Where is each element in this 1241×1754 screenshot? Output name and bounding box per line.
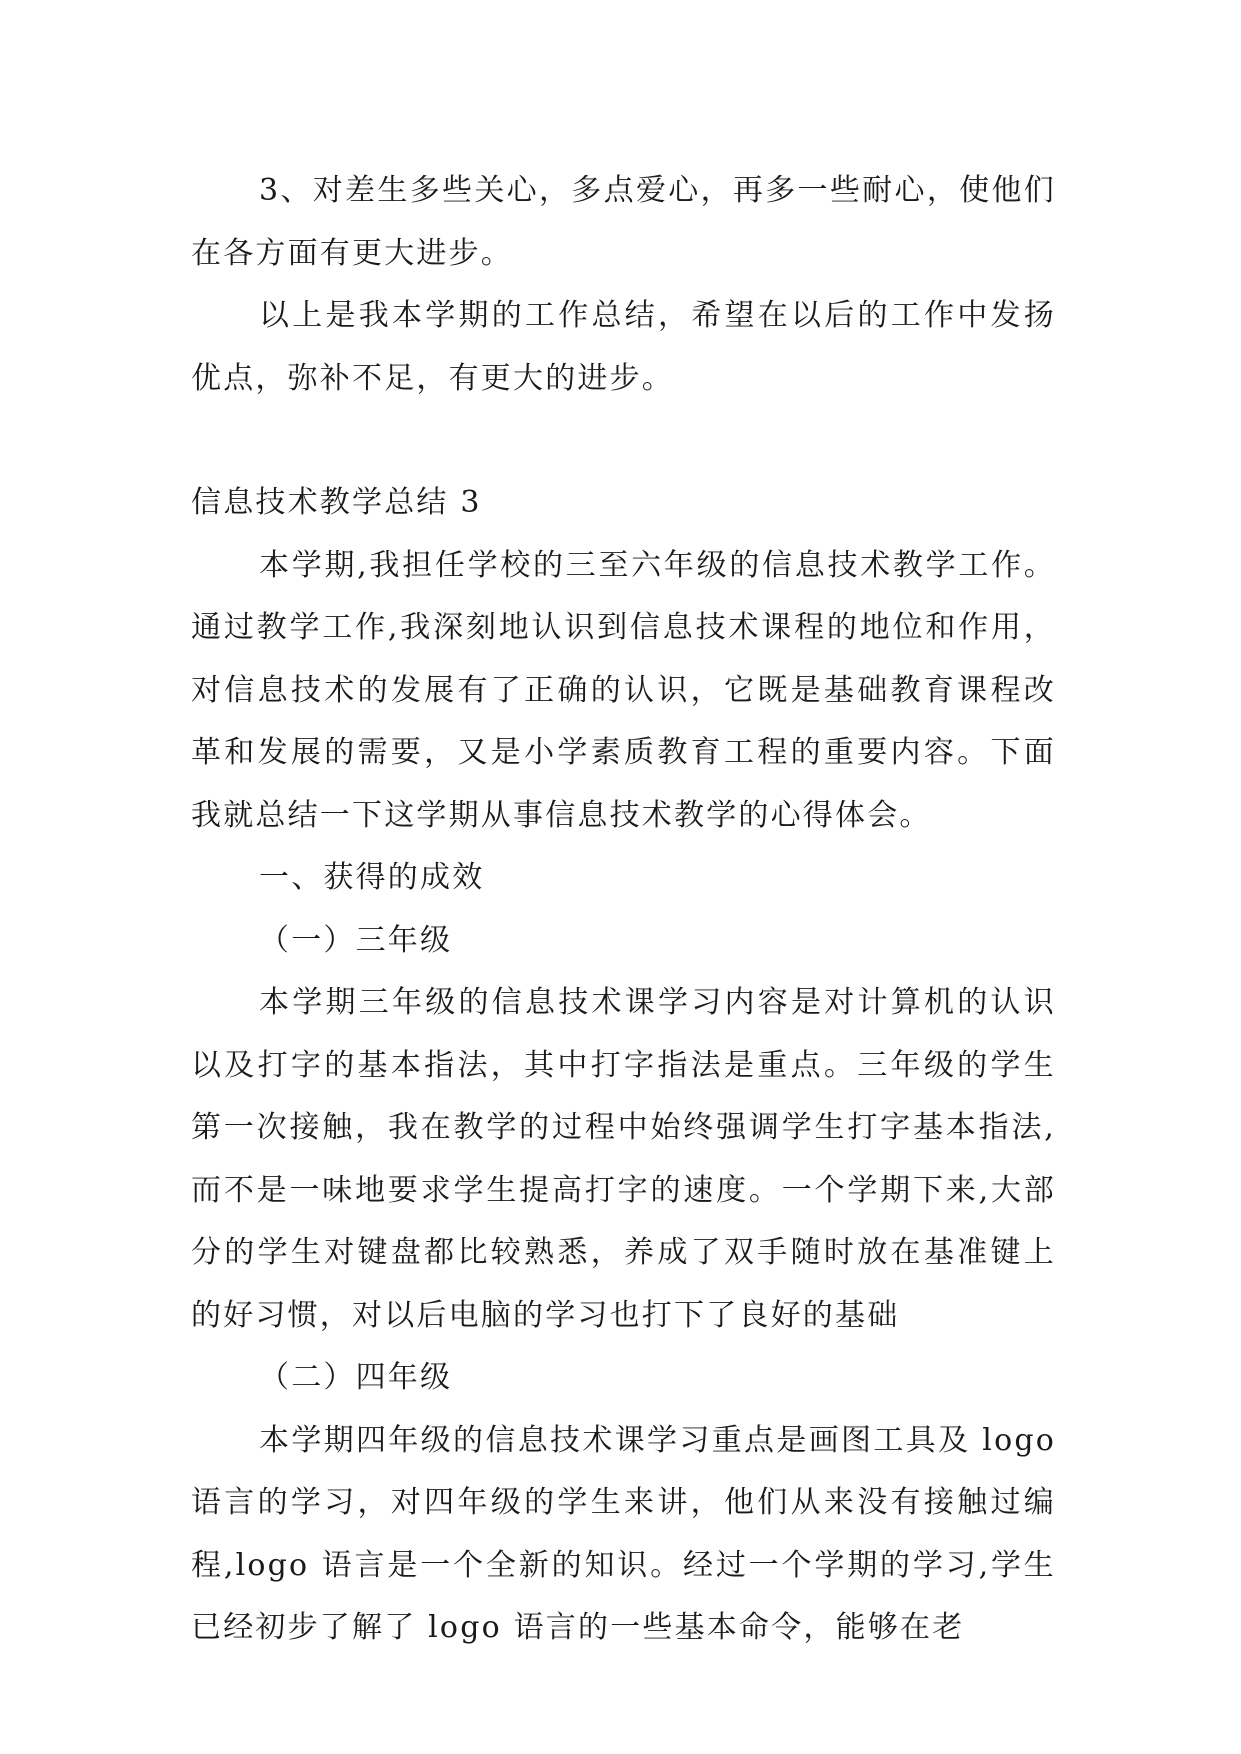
paragraph-intro: 本学期,我担任学校的三至六年级的信息技术教学工作。通过教学工作,我深刻地认识到信息技术课程的地位和作用，对信息技术的发展有了正确的认识，它既是基础教育课程改革和发展的需要，又是小学素质教育工程的重要内容。下面我就总结一下这学期从事信息技术教学的心得体会。: [191, 547, 1056, 833]
paragraph-grade-four: 本学期四年级的信息技术课学习重点是画图工具及 logo 语言的学习，对四年级的学生来讲，他们从来没有接触过编程,logo 语言是一个全新的知识。经过一个学期的学习,学生已经初步了解了 logo 语言的一些基本命令，能够在老: [191, 1422, 1056, 1645]
document-page: [191, 160, 1056, 1660]
subheading-grade-three: （一）三年级: [259, 922, 453, 958]
subheading-grade-four: （二）四年级: [259, 1360, 453, 1395]
paragraph-care-students: 3、对差生多些关心，多点爱心，再多一些耐心，使他们在各方面有更大进步。: [191, 173, 1056, 271]
paragraph-grade-three: 本学期三年级的信息技术课学习内容是对计算机的认识以及打字的基本指法，其中打字指法是重点。三年级的学生第一次接触，我在教学的过程中始终强调学生打字基本指法,而不是一味地要求学生提高打字的速度。一个学期下来,大部分的学生对键盘都比较熟悉，养成了双手随时放在基准键上的好习惯，对以后电脑的学习也打下了良好的基础: [191, 985, 1056, 1333]
section-gap: [191, 410, 1056, 472]
heading-achievements: 一、获得的成效: [259, 860, 485, 895]
paragraph-summary-conclusion: 以上是我本学期的工作总结，希望在以后的工作中发扬优点，弥补不足，有更大的进步。: [191, 298, 1056, 396]
section-title: 信息技术教学总结 3: [191, 485, 482, 520]
